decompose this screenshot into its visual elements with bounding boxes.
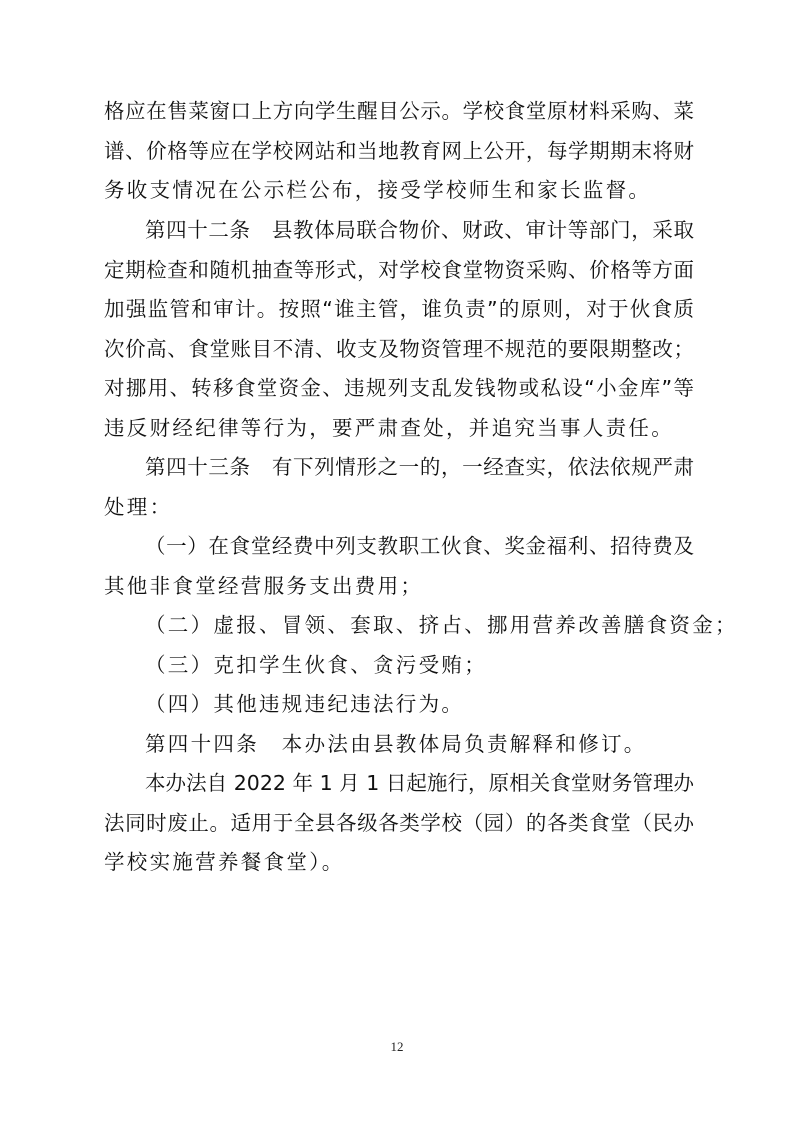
text-line-3: 务收支情况在公示栏公布，接受学校师生和家长监督。 — [104, 178, 652, 202]
article-43-heading-line: 第四十三条 有下列情形之一的，一经查实，依法依规严肃 — [145, 455, 694, 479]
list-item-4: （四）其他违规违纪违法行为。 — [145, 692, 465, 716]
text-line-2: 谱、价格等应在学校网站和当地教育网上公开，每学期期末将财 — [104, 139, 694, 163]
article-42-heading-line: 第四十二条 县教体局联合物价、财政、审计等部门，采取 — [145, 218, 694, 242]
list-item-2: （二）虚报、冒领、套取、挤占、挪用营养改善膳食资金； — [145, 613, 738, 637]
list-item-1-line-1: （一）在食堂经费中列支教职工伙食、奖金福利、招待费及 — [145, 534, 694, 558]
page-number: 12 — [390, 1039, 404, 1054]
text-line-11: 处理： — [104, 495, 173, 519]
effective-date-line-1: 本办法自 2022 年 1 月 1 日起施行，原相关食堂财务管理办 — [145, 771, 694, 795]
text-line-6: 加强监管和审计。按照“谁主管，谁负责”的原则，对于伙食质 — [104, 297, 694, 321]
list-item-1-line-2: 其他非食堂经营服务支出费用； — [104, 574, 424, 598]
text-line-9: 违反财经纪律等行为，要严肃查处，并追究当事人责任。 — [104, 416, 674, 440]
list-item-3: （三）克扣学生伙食、贪污受贿； — [145, 653, 487, 677]
text-line-7: 次价高、食堂账目不清、收支及物资管理不规范的要限期整改； — [104, 337, 694, 361]
text-line-1: 格应在售菜窗口上方向学生醒目公示。学校食堂原材料采购、菜 — [104, 99, 694, 123]
text-line-5: 定期检查和随机抽查等形式，对学校食堂物资采购、价格等方面 — [104, 258, 694, 282]
effective-date-line-2: 法同时废止。适用于全县各级各类学校（园）的各类食堂（民办 — [104, 811, 694, 835]
effective-date-line-3: 学校实施营养餐食堂）。 — [104, 850, 345, 874]
article-44-line: 第四十四条 本办法由县教体局负责解释和修订。 — [145, 732, 647, 756]
text-line-8: 对挪用、转移食堂资金、违规列支乱发钱物或私设“小金库”等 — [104, 376, 694, 400]
